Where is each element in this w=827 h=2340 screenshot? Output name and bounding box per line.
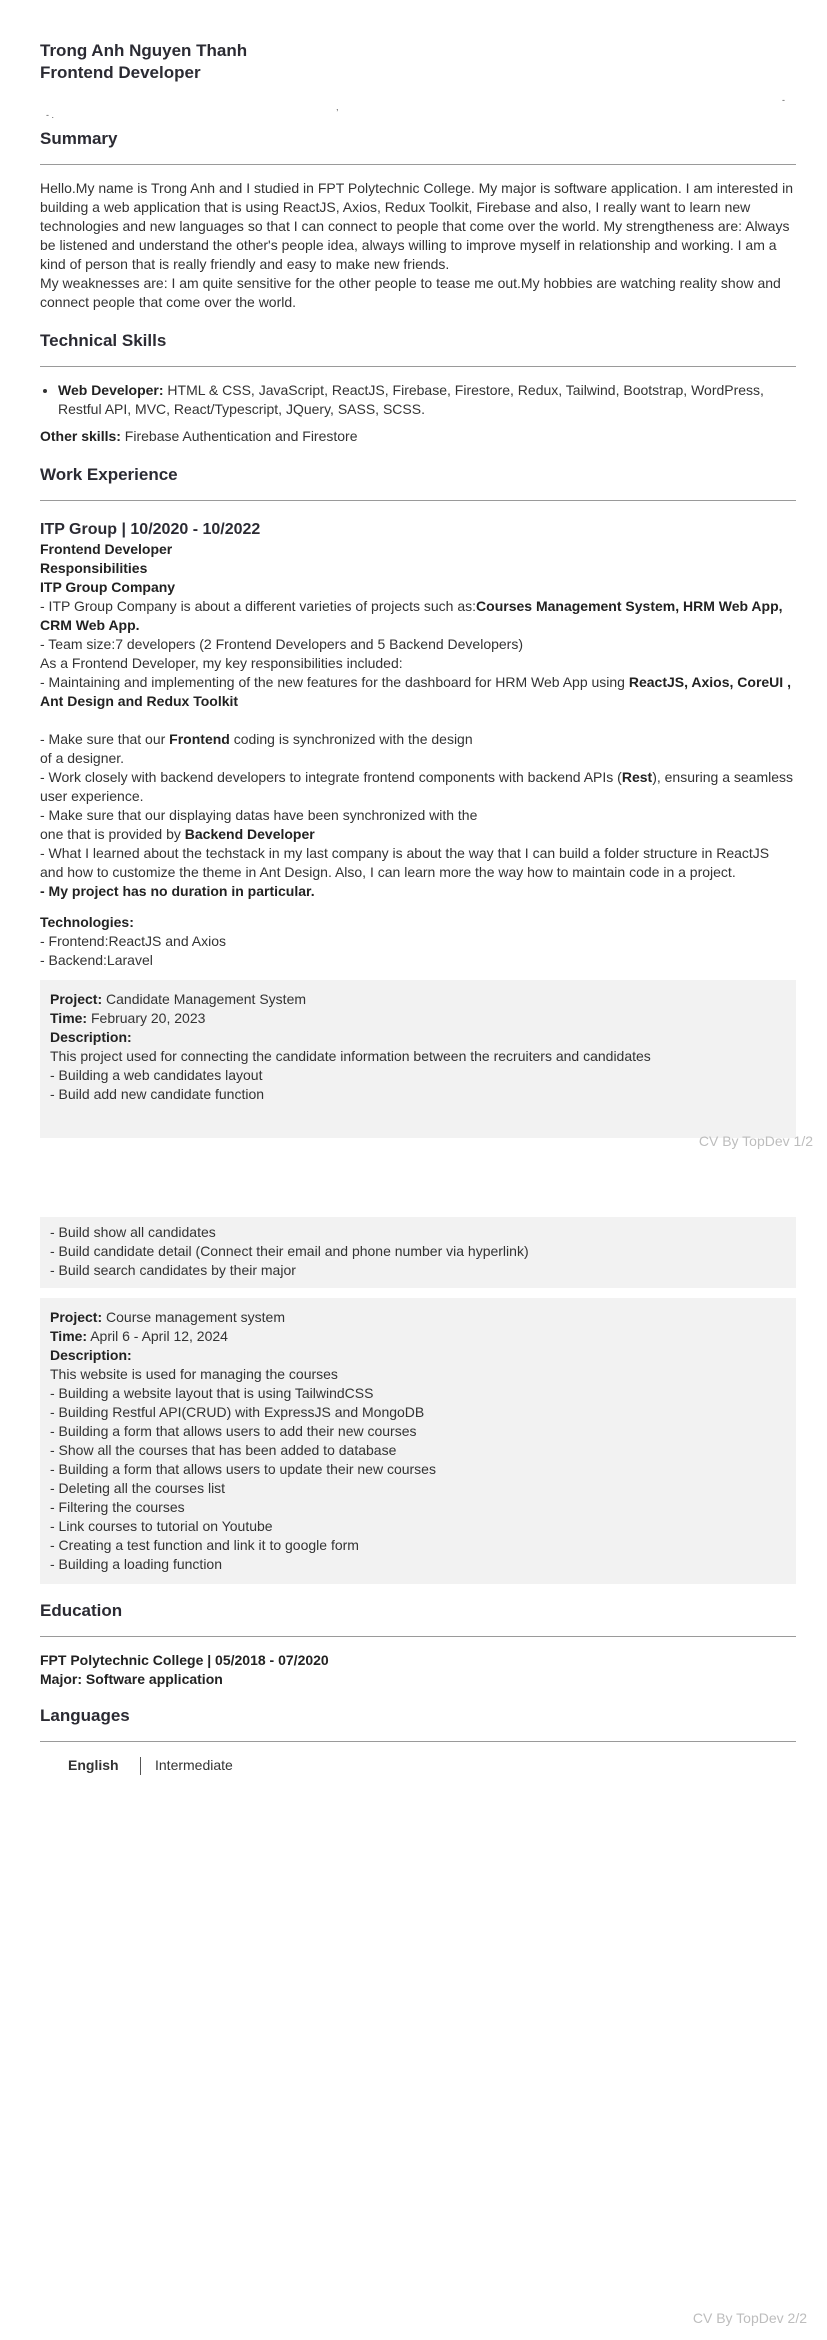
page-footer: CV By TopDev 2/2 xyxy=(692,2310,807,2326)
tech-label: Technologies: xyxy=(40,914,134,930)
header-spacer xyxy=(40,84,796,128)
education-divider xyxy=(40,1636,796,1637)
tech-frontend: - Frontend:ReactJS and Axios xyxy=(40,933,226,949)
project-name: Candidate Management System xyxy=(102,991,307,1007)
description-line: - Build search candidates by their major xyxy=(50,1262,296,1278)
language-name: English xyxy=(68,1757,119,1773)
description-label: Description: xyxy=(50,1347,132,1363)
education-school: FPT Polytechnic College | 05/2018 - 07/2020 xyxy=(40,1652,329,1668)
summary-heading: Summary xyxy=(40,129,118,148)
project-label: Project: xyxy=(50,1309,103,1325)
description-line: - Build candidate detail (Connect their email and phone number via hyperlink) xyxy=(50,1243,529,1259)
skill-value: HTML & CSS, JavaScript, ReactJS, Firebase, Firestore, Redux, Tailwind, Bootstrap, WordPress, Restful API, MVC, React/Typescript, JQuery, SASS, SCSS. xyxy=(58,382,764,417)
language-row xyxy=(68,1756,796,1775)
stray-mark: - . xyxy=(46,110,54,120)
time-label: Time: xyxy=(50,1010,88,1026)
job-company: ITP Group Company xyxy=(40,579,176,595)
description-line: This website is used for managing the courses xyxy=(50,1366,338,1382)
page-2-content xyxy=(40,1217,796,1775)
description-label: Description: xyxy=(50,1029,132,1045)
candidate-role: Frontend Developer xyxy=(40,63,201,82)
description-line: - Building a web candidates layout xyxy=(50,1067,263,1083)
skills-list xyxy=(40,381,796,419)
description-line: - Building Restful API(CRUD) with ExpressJS and MongoDB xyxy=(50,1404,425,1420)
tech-backend: - Backend:Laravel xyxy=(40,952,153,968)
project-time: February 20, 2023 xyxy=(87,1010,206,1026)
description-line: - Creating a test function and link it to google form xyxy=(50,1537,359,1553)
project-card xyxy=(40,980,796,1138)
job-line: one that is provided by Backend Developer xyxy=(40,826,315,842)
languages-heading: Languages xyxy=(40,1706,130,1725)
job-line: - Make sure that our Frontend coding is synchronized with the design xyxy=(40,731,473,747)
stray-mark: , xyxy=(336,102,339,112)
job-line: - Make sure that our displaying datas have been synchronized with the xyxy=(40,807,478,823)
language-level: Intermediate xyxy=(155,1757,233,1773)
languages-divider xyxy=(40,1741,796,1742)
other-skills xyxy=(40,427,796,446)
description-line: - Link courses to tutorial on Youtube xyxy=(50,1518,273,1534)
skill-label: Web Developer: xyxy=(58,382,164,398)
description-line: - Building a form that allows users to update their new courses xyxy=(50,1461,436,1477)
time-label: Time: xyxy=(50,1328,88,1344)
summary-text: Hello.My name is Trong Anh and I studied in FPT Polytechnic College. My major is software application. I am interested in building a web application that is using ReactJS, Axios, Redux Toolkit, Firebase and also, I really want to learn new technologies and new languages so that I can connect to people that come over the world. My strengtheness are: Always be listened and understand the other's people idea, always willing to improve myself in relationship and working. I am a kind of person that is really friendly and easy to make new friends. My weaknesses are: I am quite sensitive for the other people to tease me out.My hobbies are watching reality show and connect people that come over the world. xyxy=(40,180,793,310)
other-skills-value: Firebase Authentication and Firestore xyxy=(120,428,358,444)
other-skills-label: Other skills: xyxy=(40,428,121,444)
job-line: - Maintaining and implementing of the new features for the dashboard for HRM Web App using ReactJS, Axios, CoreUI , Ant Design and Redux Toolkit xyxy=(40,674,791,709)
work-heading: Work Experience xyxy=(40,465,178,484)
description-line: - Build add new candidate function xyxy=(50,1086,265,1102)
description-line: - Building a form that allows users to add their new courses xyxy=(50,1423,417,1439)
description-line: - Show all the courses that has been added to database xyxy=(50,1442,397,1458)
page-1-content xyxy=(40,40,796,1138)
job-line: - My project has no duration in particular. xyxy=(40,883,315,899)
description-line: This project used for connecting the candidate information between the recruiters and candidates xyxy=(50,1048,651,1064)
job-gap xyxy=(40,711,796,730)
project-card-continued xyxy=(40,1217,796,1288)
page-footer: CV By TopDev 1/2 xyxy=(698,1133,813,1149)
project-card xyxy=(40,1298,796,1584)
candidate-name: Trong Anh Nguyen Thanh xyxy=(40,41,248,60)
skills-heading: Technical Skills xyxy=(40,331,167,350)
description-line: - Build show all candidates xyxy=(50,1224,216,1240)
education-heading: Education xyxy=(40,1601,123,1620)
description-line: - Building a loading function xyxy=(50,1556,223,1572)
description-line: - Building a website layout that is using TailwindCSS xyxy=(50,1385,374,1401)
summary-divider xyxy=(40,164,796,165)
job-line: of a designer. xyxy=(40,750,125,766)
skill-item-web xyxy=(58,381,796,419)
skills-divider xyxy=(40,366,796,367)
description-line: - Filtering the courses xyxy=(50,1499,185,1515)
stray-mark: - xyxy=(782,95,785,105)
job-responsibilities-label: Responsibilities xyxy=(40,560,148,576)
job-line: - ITP Group Company is about a different varieties of projects such as:Courses Management System, HRM Web App, CRM Web App. xyxy=(40,598,783,633)
job-position: Frontend Developer xyxy=(40,541,173,557)
project-time: April 6 - April 12, 2024 xyxy=(87,1328,228,1344)
education-major: Major: Software application xyxy=(40,1671,223,1687)
job-line: - Team size:7 developers (2 Frontend Developers and 5 Backend Developers) xyxy=(40,636,523,652)
description-line: - Deleting all the courses list xyxy=(50,1480,226,1496)
cv-page-2 xyxy=(0,1170,827,2340)
language-separator xyxy=(140,1757,141,1775)
job-line: - Work closely with backend developers to integrate frontend components with backend APIs (Rest), ensuring a seamless user experience. xyxy=(40,769,794,804)
work-divider xyxy=(40,500,796,501)
project-label: Project: xyxy=(50,991,103,1007)
job-line: As a Frontend Developer, my key responsibilities included: xyxy=(40,655,403,671)
job-line: - What I learned about the techstack in my last company is about the way that I can build a folder structure in ReactJS and how to customize the theme in Ant Design. Also, I can learn more the way how to maintain code in a project. xyxy=(40,845,770,880)
job-heading: ITP Group | 10/2020 - 10/2022 xyxy=(40,521,261,538)
project-name: Course management system xyxy=(102,1309,285,1325)
